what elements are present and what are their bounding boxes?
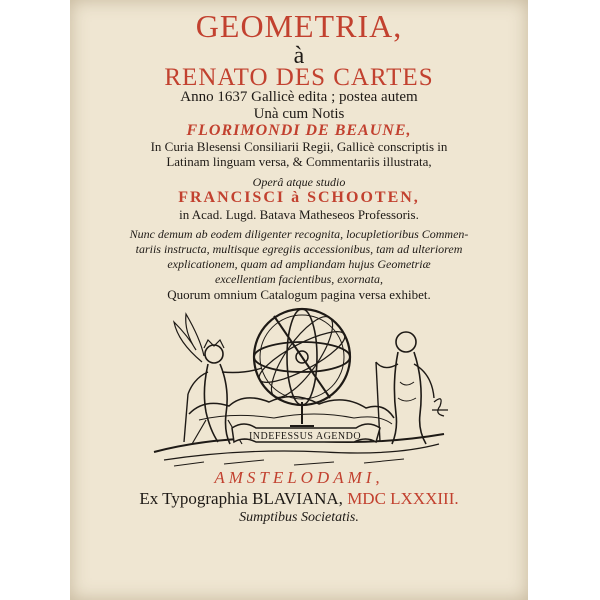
academy-line: in Acad. Lugd. Batava Matheseos Professoris. [179,207,419,222]
preposition-a: à [293,43,305,69]
imprint-place: AMSTELODAMI, [214,468,384,487]
commentator-name: FLORIMONDI DE BEAUNE, [186,122,412,139]
imprint-printer [70,489,528,509]
editor-name: FRANCISCI à SCHOOTEN, [178,189,420,206]
armillary-sphere-woodcut [144,302,454,472]
book-title: GEOMETRIA, [195,8,403,44]
edition-line: Anno 1637 Gallicè edita ; postea autem [180,89,418,105]
latin-line: Latinam linguam versa, & Commentariis illustrata, [166,154,432,169]
imprint-year: MDC LXXXIII. [347,489,459,508]
author-name: RENATO DES CARTES [164,64,434,91]
catalogue-line: Quorum omnium Catalogum pagina versa exhibet. [167,287,431,302]
notes-line: Unà cum Notis [253,106,345,122]
printer-name: BLAVIANA, [252,489,343,508]
opera-line: Operâ atque studio [252,175,346,189]
description-line-2: tariis instructa, multisque egregiis accessionibus, tam ad ulteriorem [135,242,463,256]
description-line-1: Nunc demum ab eodem diligenter recognita, locupletioribus Commen- [129,227,469,241]
imprint-sumptibus: Sumptibus Societatis. [239,510,359,525]
curia-line: In Curia Blesensi Consiliarii Regii, Gallicè conscriptis in [150,139,448,154]
printer-prefix: Ex Typographia [139,489,248,508]
title-page [70,0,528,600]
description-line-3: explicationem, quam ad ampliandam hujus Geometriæ [167,257,431,271]
woodcut-motto: INDEFESSUS AGENDO [248,431,362,442]
description-line-4: excellentiam facientibus, exornata, [215,272,383,286]
